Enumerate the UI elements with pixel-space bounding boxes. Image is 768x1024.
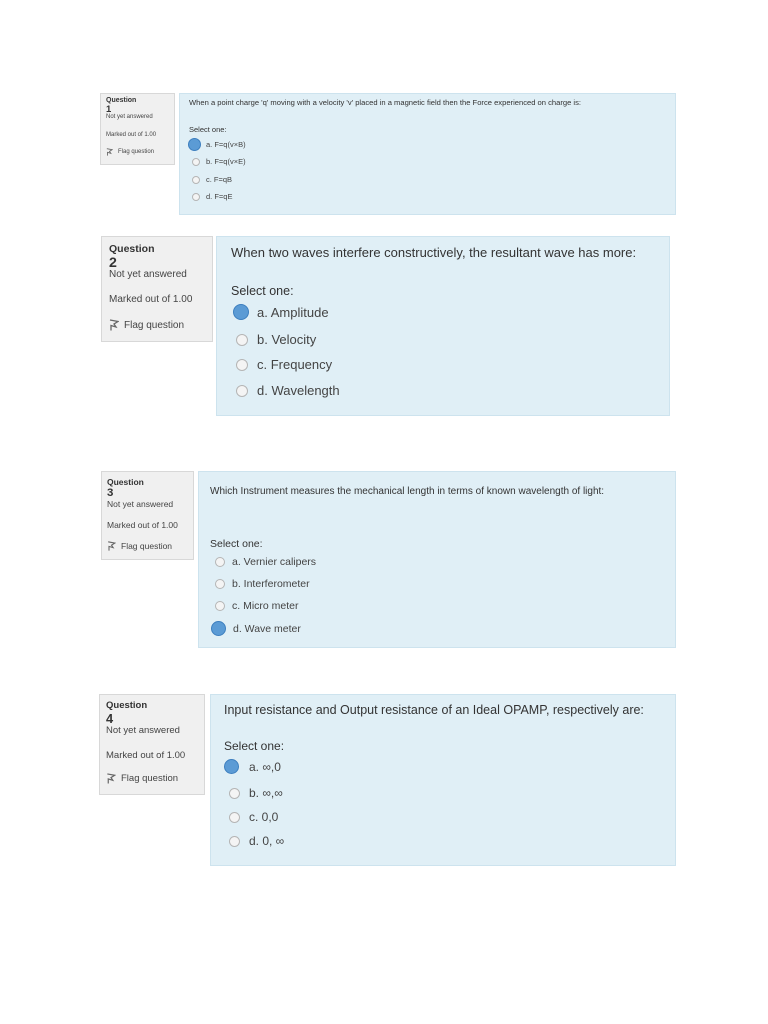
question-status: Not yet answered [106, 114, 153, 120]
answer-label: a. ∞,0 [249, 759, 281, 774]
question-number: 2 [109, 255, 117, 271]
radio-icon[interactable] [236, 334, 248, 346]
flag-icon [109, 319, 119, 331]
radio-icon[interactable] [211, 621, 226, 636]
answer-label: b. F=q(v×E) [206, 157, 246, 166]
question-marks: Marked out of 1.00 [107, 520, 178, 530]
answer-label: c. Frequency [257, 357, 333, 372]
answer-option-d[interactable] [211, 621, 301, 636]
question-number: 1 [106, 104, 112, 115]
question-title-prefix: Question [109, 243, 155, 255]
select-one-label: Select one: [224, 739, 285, 753]
radio-icon[interactable] [233, 304, 249, 320]
question-title [109, 243, 155, 271]
radio-icon[interactable] [215, 579, 225, 589]
question-text: Which Instrument measures the mechanical length in terms of known wavelength of light: [210, 486, 605, 497]
radio-icon[interactable] [229, 812, 240, 823]
question-status: Not yet answered [109, 269, 187, 280]
select-one-label: Select one: [210, 538, 263, 550]
question-text: Input resistance and Output resistance of an Ideal OPAMP, respectively are: [224, 703, 644, 717]
answer-option-a[interactable] [233, 304, 329, 320]
answer-label: c. 0,0 [249, 810, 279, 824]
radio-icon[interactable] [236, 359, 248, 371]
radio-icon[interactable] [229, 788, 240, 799]
answer-label: a. Vernier calipers [232, 556, 317, 568]
flag-question-button[interactable] [106, 773, 178, 784]
answer-label: d. F=qE [206, 192, 233, 201]
radio-icon[interactable] [192, 176, 200, 184]
question-title-prefix: Question [106, 700, 148, 711]
question-marks: Marked out of 1.00 [106, 132, 157, 138]
answer-option-d[interactable] [229, 834, 284, 848]
answer-option-c[interactable] [215, 600, 299, 612]
question-text: When two waves interfere constructively, the resultant wave has more: [231, 245, 637, 260]
answer-option-b[interactable] [192, 157, 246, 166]
flag-question-button[interactable] [106, 148, 154, 156]
flag-question-label: Flag question [121, 773, 179, 784]
answer-label: d. Wavelength [257, 383, 340, 398]
answer-label: b. ∞,∞ [249, 786, 283, 800]
answer-option-a[interactable] [188, 138, 246, 151]
flag-question-button[interactable] [107, 541, 172, 551]
question-title [106, 97, 136, 115]
flag-icon [107, 541, 116, 551]
answer-option-b[interactable] [215, 578, 310, 590]
question-status: Not yet answered [106, 725, 180, 736]
select-one-label: Select one: [231, 284, 294, 298]
flag-question-label: Flag question [124, 319, 185, 331]
flag-icon [106, 773, 116, 784]
radio-icon[interactable] [236, 385, 248, 397]
question-title [106, 700, 147, 726]
answer-label: c. F=qB [206, 175, 233, 184]
radio-icon[interactable] [224, 759, 239, 774]
question-title [107, 477, 144, 499]
answer-option-c[interactable] [229, 810, 278, 824]
question-status: Not yet answered [107, 499, 174, 509]
flag-icon [106, 148, 113, 156]
answer-option-a[interactable] [215, 556, 316, 568]
answer-label: b. Velocity [257, 332, 317, 347]
answer-label: d. 0, ∞ [249, 834, 285, 848]
radio-icon[interactable] [229, 836, 240, 847]
question-marks: Marked out of 1.00 [106, 750, 186, 761]
question-marks: Marked out of 1.00 [109, 294, 193, 305]
answer-label: c. Micro meter [232, 600, 299, 612]
radio-icon[interactable] [188, 138, 201, 151]
question-number: 4 [106, 711, 114, 726]
question-text: When a point charge 'q' moving with a velocity 'v' placed in a magnetic field then the Force experienced on charge is: [189, 98, 582, 107]
answer-label: d. Wave meter [233, 622, 301, 635]
select-one-label: Select one: [189, 125, 227, 134]
question-title-prefix: Question [106, 97, 137, 104]
answer-option-d[interactable] [236, 383, 340, 398]
flag-question-label: Flag question [118, 149, 155, 155]
answer-option-c[interactable] [192, 175, 232, 184]
answer-option-b[interactable] [229, 786, 283, 800]
question-title-prefix: Question [107, 477, 144, 487]
radio-icon[interactable] [192, 158, 200, 166]
answer-label: a. F=q(v×B) [206, 140, 246, 149]
radio-icon[interactable] [215, 557, 225, 567]
radio-icon[interactable] [215, 601, 225, 611]
answer-option-a[interactable] [224, 759, 281, 774]
answer-label: b. Interferometer [232, 578, 310, 590]
flag-question-label: Flag question [121, 541, 173, 551]
question-number: 3 [107, 487, 114, 499]
answer-option-d[interactable] [192, 192, 232, 201]
question-content-box [179, 93, 676, 215]
answer-option-c[interactable] [236, 357, 332, 372]
flag-question-button[interactable] [109, 319, 184, 331]
radio-icon[interactable] [192, 193, 200, 201]
answer-label: a. Amplitude [257, 304, 329, 320]
answer-option-b[interactable] [236, 332, 316, 347]
